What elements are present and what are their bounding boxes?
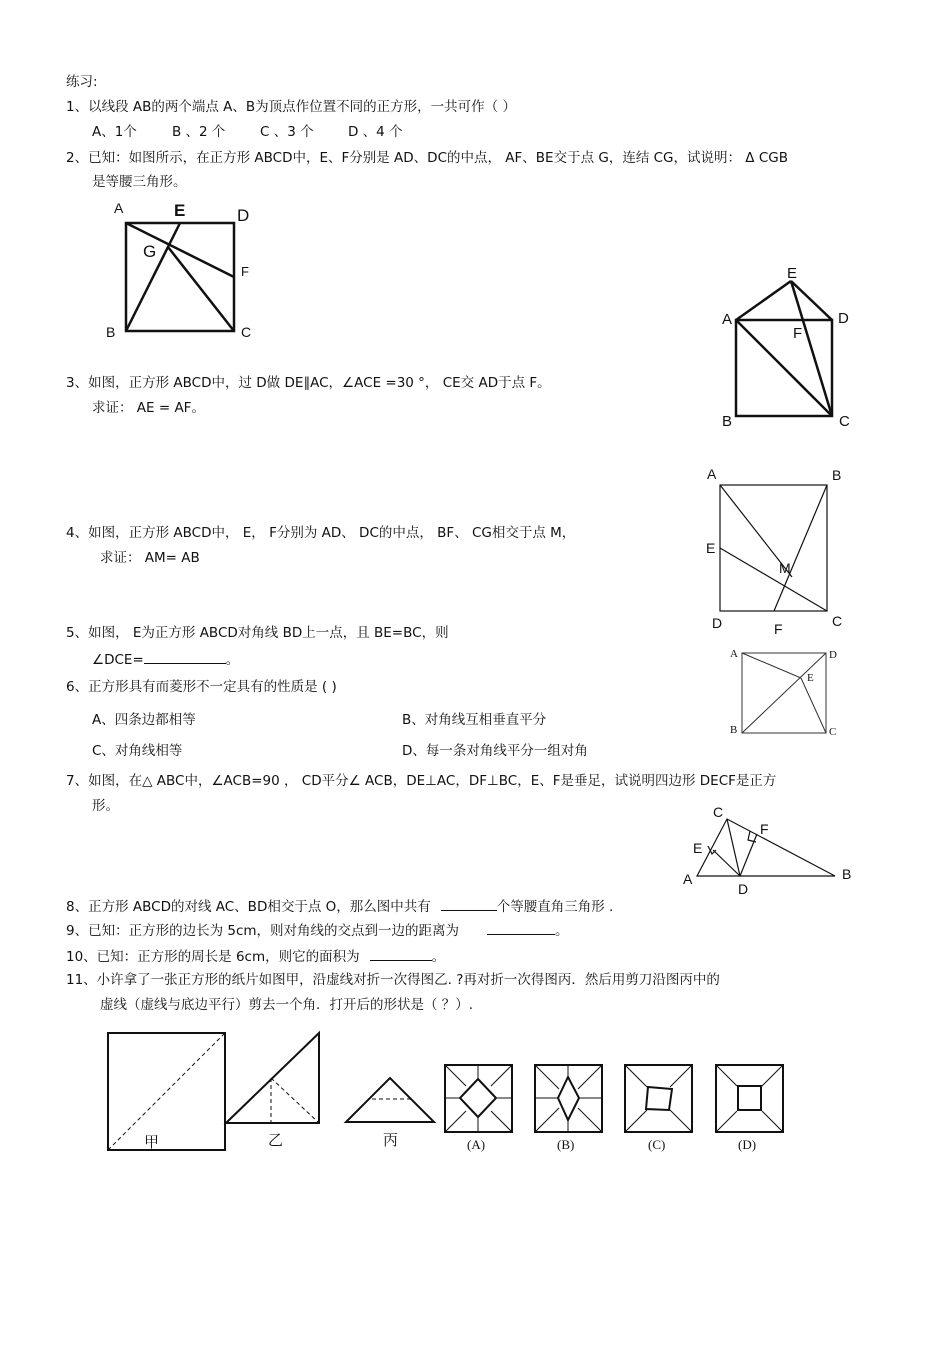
q1-option-c: C 、3 个 (260, 124, 314, 140)
q3-label-c: C (839, 413, 850, 430)
question-11-cont: 虚线（虚线与底边平行）剪去一个角．打开后的形状是（ ？）. (100, 997, 474, 1013)
q11-figures (100, 1025, 800, 1160)
q11-option-a-figure (445, 1065, 512, 1132)
q3-label-f: F (793, 325, 803, 342)
q2-label-d: D (237, 206, 250, 225)
q2-figure (100, 195, 260, 345)
q11-figure-yi (226, 1033, 319, 1123)
q6-option-d: D、每一条对角线平分一组对角 (402, 743, 588, 759)
q6-option-b: B、对角线互相垂直平分 (402, 712, 547, 728)
q5-label-c: C (829, 726, 837, 738)
q1-option-d: D 、4 个 (348, 124, 403, 140)
q5-answer-blank[interactable] (144, 650, 226, 664)
q11-option-c-figure (625, 1065, 692, 1132)
question-10 (66, 947, 445, 966)
q6-option-a: A、四条边都相等 (92, 712, 196, 728)
q4-figure (700, 463, 850, 643)
q11-caption-b: (B) (557, 1137, 575, 1152)
q11-caption-yi: 乙 (268, 1131, 284, 1149)
q11-option-d-figure (716, 1065, 783, 1132)
question-6: 6、正方形具有而菱形不一定具有的性质是 ( ) (66, 679, 337, 695)
q7-figure (675, 802, 860, 897)
q4-label-b: B (832, 467, 842, 483)
question-5-cont (92, 650, 239, 669)
q9-suffix: 。 (555, 923, 569, 939)
q3-label-d: D (838, 310, 849, 327)
q5-label-a: A (730, 648, 738, 660)
page-title: 练习: (66, 74, 98, 90)
q1-option-a: A、1个 (92, 124, 137, 140)
question-1: 1、以线段 AB的两个端点 A、B为顶点作位置不同的正方形，一共可作（ ） (66, 99, 516, 115)
q4-label-c: C (832, 613, 843, 629)
q10-answer-blank[interactable] (370, 947, 432, 961)
q3-label-b: B (722, 413, 733, 430)
q11-caption-c: (C) (648, 1137, 666, 1152)
q7-label-a: A (683, 871, 693, 887)
q8-prefix: 8、正方形 ABCD的对线 AC、BD相交于点 O，那么图中共有 (66, 899, 431, 915)
question-3: 3、如图，正方形 ABCD中，过 D做 DE∥AC，∠ACE =30 °， CE交 AD于点 F。 (66, 375, 551, 391)
q4-label-a: A (707, 466, 717, 482)
q11-caption-d: (D) (738, 1137, 757, 1152)
q11-caption-a: (A) (467, 1137, 486, 1152)
question-9 (66, 921, 569, 940)
q2-label-g: G (143, 242, 157, 261)
q7-label-c: C (713, 804, 724, 820)
q11-caption-jia: 甲 (144, 1133, 160, 1151)
question-8 (66, 897, 613, 916)
q7-label-e: E (693, 840, 703, 856)
q3-label-e: E (787, 265, 798, 282)
q5-figure (725, 643, 845, 743)
q4-label-f: F (774, 621, 783, 637)
q2-label-e: E (174, 201, 186, 220)
q4-label-e: E (706, 540, 716, 556)
question-11: 11、小许拿了一张正方形的纸片如图甲，沿虚线对折一次得图乙. ?再对折一次得图丙．然后用剪刀沿图丙中的 (66, 972, 720, 988)
q5-prefix: ∠DCE= (92, 652, 144, 668)
question-2: 2、已知：如图所示，在正方形 ABCD中，E、F分别是 AD、DC的中点， AF、BE交于点 G，连结 CG，试说明： Δ CGB (66, 150, 788, 166)
q4-label-d: D (712, 615, 723, 631)
question-4: 4、如图，正方形 ABCD中， E， F分别为 AD、 DC的中点， BF、 CG相交于点 M， (66, 525, 576, 541)
q4-label-m: M (779, 560, 791, 576)
question-7: 7、如图，在△ ABC中，∠ACB=90 ， CD平分∠ ACB，DE⊥AC，DF⊥BC，E、F是垂足，试说明四边形 DECF是正方 (66, 773, 777, 789)
q7-label-f: F (760, 821, 769, 837)
q11-option-b-figure (535, 1065, 602, 1132)
q2-label-c: C (241, 324, 252, 340)
q5-label-e: E (807, 672, 814, 684)
q5-label-d: D (829, 649, 837, 661)
q8-suffix: 个等腰直角三角形 . (496, 899, 614, 915)
q2-label-a: A (114, 200, 124, 216)
q3-figure (715, 262, 855, 437)
q2-label-f: F (241, 264, 249, 279)
q7-label-d: D (738, 881, 749, 897)
q9-answer-blank[interactable] (487, 921, 555, 935)
q1-option-b: B 、2 个 (172, 124, 226, 140)
question-7-cont: 形。 (92, 798, 119, 814)
q7-label-b: B (842, 866, 852, 882)
q8-answer-blank[interactable] (441, 897, 497, 911)
question-3-cont: 求证： AE = AF。 (92, 400, 205, 416)
question-4-cont: 求证： AM= AB (100, 550, 200, 566)
q6-option-c: C、对角线相等 (92, 743, 183, 759)
q11-figure-bing (346, 1078, 434, 1122)
q9-prefix: 9、已知：正方形的边长为 5cm，则对角线的交点到一边的距离为 (66, 923, 460, 939)
q3-label-a: A (722, 311, 733, 328)
question-5: 5、如图， E为正方形 ABCD对角线 BD上一点，且 BE=BC，则 (66, 625, 449, 641)
q11-figure-jia (108, 1033, 225, 1150)
q2-label-b: B (106, 324, 116, 340)
q11-caption-bing: 丙 (383, 1131, 399, 1149)
q5-label-b: B (730, 724, 738, 736)
q10-prefix: 10、已知：正方形的周长是 6cm，则它的面积为 (66, 949, 360, 965)
q5-suffix: 。 (225, 652, 240, 668)
q10-suffix: 。 (431, 949, 446, 965)
question-2-cont: 是等腰三角形。 (92, 174, 187, 190)
